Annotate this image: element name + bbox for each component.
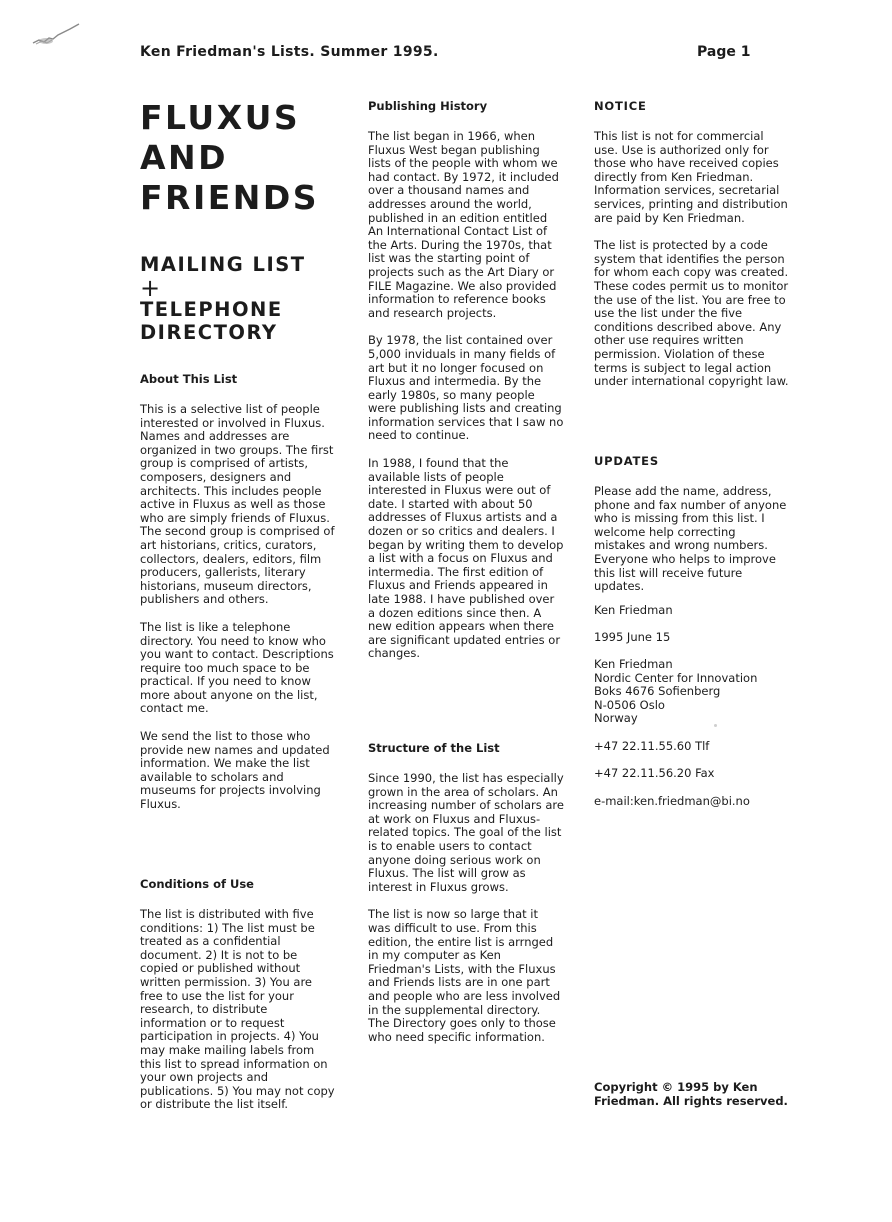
structure-heading: Structure of the List — [368, 741, 500, 755]
notice-paragraph: This list is not for commercial use. Use is authorized only for those who have received copies directly from Ken Friedman. Information services, secretarial services, printing and distribution are paid by Ken Friedman. — [594, 129, 788, 225]
updates-heading: UPDATES — [594, 454, 659, 468]
notice-heading: NOTICE — [594, 99, 647, 113]
conditions-section — [140, 877, 336, 1126]
page-number: Page 1 — [697, 44, 751, 60]
structure-paragraph: Since 1990, the list has especially grown in the area of scholars. An increasing number of scholars are at work on Fluxus and Fluxus-related topics. The goal of the list is to enable users to contact anyone doing serious work on Fluxus. The list will grow as interest in Fluxus grows. — [368, 771, 564, 894]
signature: Ken Friedman — [594, 603, 673, 617]
copyright-notice: Copyright © 1995 by Ken Friedman. All rights reserved. — [594, 1080, 788, 1108]
about-heading: About This List — [140, 372, 238, 386]
about-section — [140, 372, 336, 826]
phone-number: +47 22.11.55.60 Tlf — [594, 739, 710, 753]
notice-paragraph: The list is protected by a code system that identifies the person for whom each copy was created. These codes permit us to monitor the use of the list. You are free to use the list under the five conditions described above. Any other use requires written permission. Violation of these terms is subject to legal action under international copyright law. — [594, 238, 789, 389]
subtitle-line: + — [140, 273, 162, 302]
fax-number: +47 22.11.56.20 Fax — [594, 766, 715, 780]
speck-mark — [714, 724, 717, 727]
address-line: Ken Friedman — [594, 657, 673, 671]
email-address: e-mail:ken.friedman@bi.no — [594, 794, 750, 808]
subtitle-line: DIRECTORY — [140, 320, 278, 344]
main-title-line: FLUXUS — [140, 98, 301, 137]
address-block — [594, 658, 790, 726]
history-paragraph: By 1978, the list contained over 5,000 inviduals in many fields of art but it no longer focused on Fluxus and intermedia. By the early 1980s, so many people were publishing lists and creating information services that I saw no need to continue. — [368, 333, 564, 443]
main-title-line: AND — [140, 138, 229, 177]
running-header: Ken Friedman's Lists. Summer 1995. — [140, 44, 439, 60]
address-line: Norway — [594, 711, 638, 726]
address-line: Boks 4676 Sofienberg — [594, 684, 721, 699]
pen-scribble-mark — [30, 22, 82, 50]
date: 1995 June 15 — [594, 630, 671, 644]
about-paragraph: The list is like a telephone directory. You need to know who you want to contact. Descriptions require too much space to be practical. If you need to know more about anyone on the list, contact me. — [140, 619, 334, 716]
subtitle — [140, 254, 340, 344]
history-paragraph: In 1988, I found that the available lists of people interested in Fluxus were out of date. I started with about 50 addresses of Fluxus artists and a dozen or so critics and dealers. I began by writing them to develop a list with a focus on Fluxus and intermedia. The first edition of Fluxus and Friends appeared in late 1988. I have published over a dozen editions since then. A new edition appears when there are significant updated entries or changes. — [368, 456, 564, 661]
notice-section — [594, 99, 790, 403]
subtitle-line: TELEPHONE — [140, 298, 283, 321]
history-paragraph: The list began in 1966, when Fluxus West began publishing lists of the people with whom we had contact. By 1972, it included over a thousand names and addresses around the world, published in an edition entitled An International Contact List of the Arts. During the 1970s, that list was the starting point of projects such as the Art Diary or FILE Magazine. We also provided information to reference books and research projects. — [368, 129, 559, 320]
about-paragraph: We send the list to those who provide new names and updated information. We make the list available to scholars and museums for projects involving Fluxus. — [140, 729, 330, 812]
conditions-heading: Conditions of Use — [140, 877, 254, 891]
history-heading: Publishing History — [368, 99, 488, 113]
updates-paragraph: Please add the name, address, phone and fax number of anyone who is missing from this list. I welcome help correcting mistakes and wrong numbers. Everyone who helps to improve this list will receive future updates. — [594, 484, 787, 594]
main-title-line: FRIENDS — [140, 178, 320, 217]
conditions-paragraph: The list is distributed with five conditions: 1) The list must be treated as a confidential document. 2) It is not to be copied or published without written permission. 3) You are free to use the list for your research, to distribute information or to request participation in projects. 4) You may make mailing labels from this list to spread information on your own projects and publications. 5) You may not copy or distribute the list itself. — [140, 907, 335, 1112]
about-paragraph: This is a selective list of people interested or involved in Fluxus. Names and addresses are organized in two groups. The first group is comprised of artists, composers, designers and architects. This includes people active in Fluxus as well as those who are simply friends of Fluxus. The second group is comprised of art historians, critics, curators, collectors, dealers, editors, film producers, gallerists, literary historians, museum directors, publishers and others. — [140, 402, 335, 607]
history-section — [368, 99, 564, 675]
address-line: N-0506 Oslo — [594, 697, 665, 712]
address-line: Nordic Center for Innovation — [594, 670, 758, 685]
subtitle-line: MAILING LIST — [140, 253, 306, 276]
main-title — [140, 98, 340, 218]
structure-paragraph: The list is now so large that it was difficult to use. From this edition, the entire list is arrnged in my computer as Ken Friedman's Lists, with the Fluxus and Friends lists are in one part and people who are less involved in the supplemental directory. The Directory goes only to those who need specific information. — [368, 907, 561, 1044]
updates-section — [594, 454, 790, 608]
structure-section — [368, 741, 564, 1058]
